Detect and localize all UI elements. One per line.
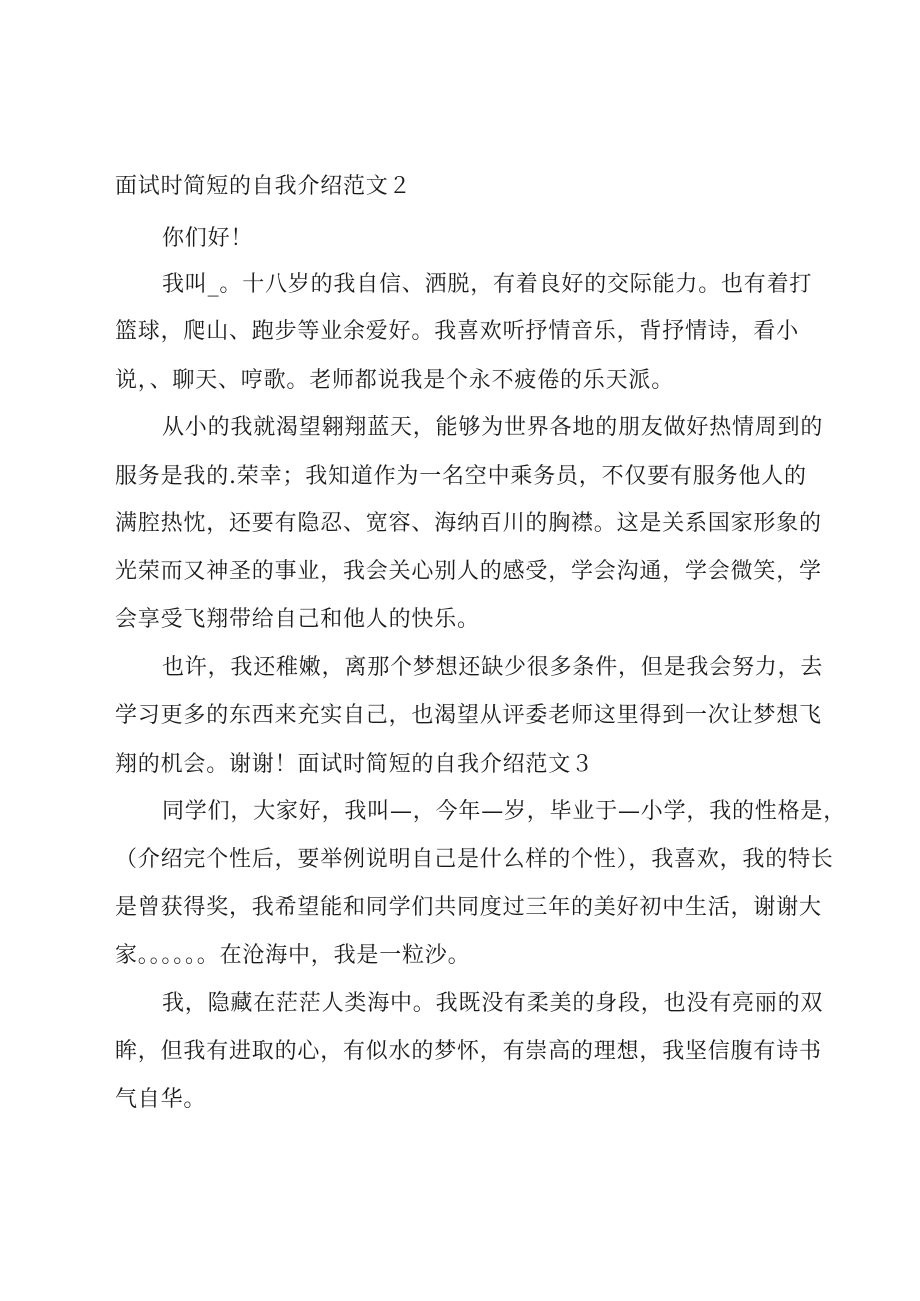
paragraph-line: 服务是我的.荣幸；我知道作为一名空中乘务员，不仅要有服务他人的: [115, 464, 807, 489]
paragraph-line: 从小的我就渴望翱翔蓝天，能够为世界各地的朋友做好热情周到的: [162, 415, 824, 440]
paragraph-line: 也许，我还稚嫩，离那个梦想还缺少很多条件，但是我会努力，去: [162, 655, 824, 680]
paragraph-line: 翔的机会。谢谢！面试时简短的自我介绍范文３: [115, 752, 594, 777]
paragraph-line: 气自华。: [115, 1087, 207, 1112]
paragraph-line: 满腔热忱，还要有隐忍、宽容、海纳百川的胸襟。这是关系国家形象的: [115, 511, 822, 536]
paragraph-line: 光荣而又神圣的事业，我会关心别人的感受，学会沟通，学会微笑，学: [115, 559, 822, 584]
paragraph-line: 我叫_。十八岁的我自信、洒脱，有着良好的交际能力。也有着打: [162, 272, 813, 297]
greeting-line: 你们好！: [162, 226, 254, 251]
paragraph-line: 学习更多的东西来充实自己，也渴望从评委老师这里得到一次让梦想飞: [115, 703, 822, 728]
paragraph-line: 是曾获得奖，我希望能和同学们共同度过三年的美好初中生活，谢谢大: [115, 895, 822, 920]
paragraph-line: 篮球，爬山、跑步等业余爱好。我喜欢听抒情音乐，背抒情诗，看小: [115, 319, 800, 344]
paragraph-line: 同学们，大家好，我叫—，今年—岁，毕业于—小学，我的性格是，: [162, 799, 847, 824]
paragraph-line: 我，隐藏在茫茫人类海中。我既没有柔美的身段，也没有亮丽的双: [162, 991, 824, 1016]
paragraph-line: 说，、聊天、哼歌。老师都说我是个永不疲倦的乐天派。: [115, 368, 675, 393]
section-heading: 面试时简短的自我介绍范文２: [115, 174, 412, 199]
paragraph-line: 会享受飞翔带给自己和他人的快乐。: [115, 607, 480, 632]
paragraph-line: 家。。。。。。在沧海中，我是一粒沙。: [115, 943, 471, 968]
paragraph-line: （介绍完个性后，要举例说明自己是什么样的个性），我喜欢，我的特长: [115, 847, 834, 872]
paragraph-line: 眸，但我有进取的心，有似水的梦怀，有崇高的理想，我坚信腹有诗书: [115, 1039, 822, 1064]
